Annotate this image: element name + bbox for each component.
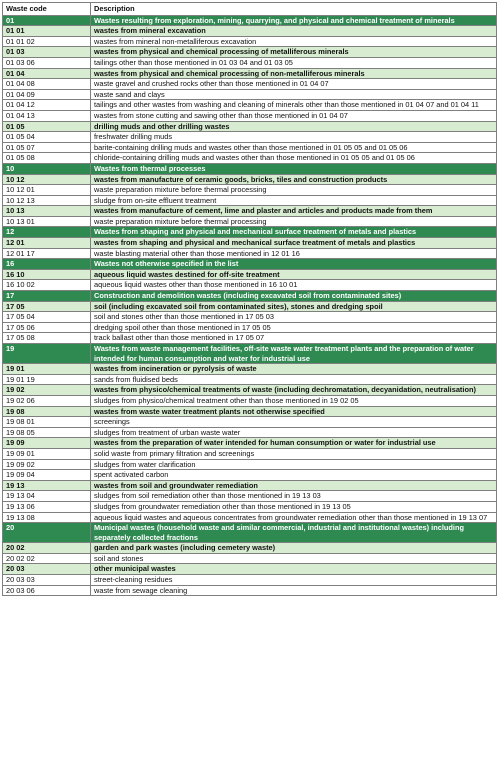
- waste-code-cell: 10 13: [3, 206, 91, 217]
- entry-row: [3, 501, 497, 512]
- entry-row: [3, 89, 497, 100]
- entry-row: [3, 280, 497, 291]
- description-cell: barite-containing drilling muds and wastes other than those mentioned in 01 05 05 and 01 05 06: [91, 142, 497, 153]
- entry-row: [3, 36, 497, 47]
- waste-code-cell: 01 03 06: [3, 57, 91, 68]
- entry-row: [3, 448, 497, 459]
- description-cell: Wastes from thermal processes: [91, 163, 497, 174]
- waste-code-cell: 12 01: [3, 238, 91, 249]
- waste-code-cell: 19 08 01: [3, 417, 91, 428]
- entry-row: [3, 575, 497, 586]
- description-cell: waste sand and clays: [91, 89, 497, 100]
- waste-code-cell: 01 01 02: [3, 36, 91, 47]
- waste-code-table: [2, 2, 497, 596]
- entry-row: [3, 395, 497, 406]
- waste-code-cell: 01: [3, 15, 91, 26]
- entry-row: [3, 322, 497, 333]
- subchapter-row: [3, 438, 497, 449]
- waste-code-table-container: [2, 2, 497, 596]
- entry-row: [3, 374, 497, 385]
- description-cell: wastes from physical and chemical processing of non-metalliferous minerals: [91, 68, 497, 79]
- subchapter-row: [3, 364, 497, 375]
- description-cell: other municipal wastes: [91, 564, 497, 575]
- description-cell: wastes from physico/chemical treatments of waste (including dechromatation, decyanidation, neutralisation): [91, 385, 497, 396]
- description-cell: wastes from mineral excavation: [91, 26, 497, 37]
- description-cell: soil and stones: [91, 553, 497, 564]
- subchapter-row: [3, 480, 497, 491]
- table-body: [3, 15, 497, 596]
- description-cell: wastes from stone cutting and sawing other than those mentioned in 01 04 07: [91, 110, 497, 121]
- waste-code-cell: 19 09 04: [3, 470, 91, 481]
- waste-code-cell: 19 13 06: [3, 501, 91, 512]
- description-cell: screenings: [91, 417, 497, 428]
- entry-row: [3, 79, 497, 90]
- chapter-row: [3, 344, 497, 364]
- header-description: Description: [91, 3, 497, 16]
- waste-code-cell: 19 13 04: [3, 491, 91, 502]
- entry-row: [3, 459, 497, 470]
- subchapter-row: [3, 206, 497, 217]
- waste-code-cell: 19 02 06: [3, 395, 91, 406]
- subchapter-row: [3, 47, 497, 58]
- waste-code-cell: 19 02: [3, 385, 91, 396]
- chapter-row: [3, 163, 497, 174]
- description-cell: sludges from soil remediation other than those mentioned in 19 13 03: [91, 491, 497, 502]
- entry-row: [3, 333, 497, 344]
- description-cell: solid waste from primary filtration and screenings: [91, 448, 497, 459]
- waste-code-cell: 16 10 02: [3, 280, 91, 291]
- description-cell: drilling muds and other drilling wastes: [91, 121, 497, 132]
- waste-code-cell: 01 04 09: [3, 89, 91, 100]
- subchapter-row: [3, 68, 497, 79]
- description-cell: soil and stones other than those mentioned in 17 05 03: [91, 312, 497, 323]
- subchapter-row: [3, 564, 497, 575]
- description-cell: sludges from groundwater remediation other than those mentioned in 19 13 05: [91, 501, 497, 512]
- description-cell: waste preparation mixture before thermal processing: [91, 185, 497, 196]
- description-cell: sands from fluidised beds: [91, 374, 497, 385]
- waste-code-cell: 19 09 02: [3, 459, 91, 470]
- description-cell: sludges from water clarification: [91, 459, 497, 470]
- description-cell: Construction and demolition wastes (including excavated soil from contaminated sites): [91, 291, 497, 302]
- description-cell: wastes from manufacture of ceramic goods, bricks, tiles and construction products: [91, 174, 497, 185]
- entry-row: [3, 216, 497, 227]
- description-cell: aqueous liquid wastes other than those mentioned in 16 10 01: [91, 280, 497, 291]
- waste-code-cell: 19 01: [3, 364, 91, 375]
- waste-code-cell: 10 12 01: [3, 185, 91, 196]
- description-cell: freshwater drilling muds: [91, 132, 497, 143]
- waste-code-cell: 12: [3, 227, 91, 238]
- entry-row: [3, 153, 497, 164]
- waste-code-cell: 01 01: [3, 26, 91, 37]
- description-cell: sludges from physico/chemical treatment other than those mentioned in 19 02 05: [91, 395, 497, 406]
- waste-code-cell: 19 13: [3, 480, 91, 491]
- description-cell: wastes from mineral non-metalliferous excavation: [91, 36, 497, 47]
- waste-code-cell: 01 04: [3, 68, 91, 79]
- description-cell: sludge from on-site effluent treatment: [91, 195, 497, 206]
- waste-code-cell: 01 04 08: [3, 79, 91, 90]
- subchapter-row: [3, 543, 497, 554]
- chapter-row: [3, 259, 497, 270]
- waste-code-cell: 01 05 07: [3, 142, 91, 153]
- description-cell: wastes from waste water treatment plants not otherwise specified: [91, 406, 497, 417]
- description-cell: waste blasting material other than those mentioned in 12 01 16: [91, 248, 497, 259]
- entry-row: [3, 553, 497, 564]
- table-header: [3, 3, 497, 16]
- waste-code-cell: 19 01 19: [3, 374, 91, 385]
- subchapter-row: [3, 301, 497, 312]
- entry-row: [3, 470, 497, 481]
- description-cell: waste preparation mixture before thermal processing: [91, 216, 497, 227]
- description-cell: track ballast other than those mentioned in 17 05 07: [91, 333, 497, 344]
- waste-code-cell: 10: [3, 163, 91, 174]
- description-cell: chloride-containing drilling muds and wastes other than those mentioned in 01 05 05 and 01 05 06: [91, 153, 497, 164]
- description-cell: wastes from soil and groundwater remediation: [91, 480, 497, 491]
- waste-code-cell: 01 04 12: [3, 100, 91, 111]
- description-cell: Municipal wastes (household waste and similar commercial, industrial and institutional wastes) including separately collected fractions: [91, 523, 497, 543]
- subchapter-row: [3, 238, 497, 249]
- waste-code-cell: 19 09 01: [3, 448, 91, 459]
- subchapter-row: [3, 406, 497, 417]
- description-cell: wastes from manufacture of cement, lime and plaster and articles and products made from them: [91, 206, 497, 217]
- description-cell: tailings other than those mentioned in 01 03 04 and 01 03 05: [91, 57, 497, 68]
- waste-code-cell: 10 13 01: [3, 216, 91, 227]
- entry-row: [3, 417, 497, 428]
- waste-code-cell: 17 05 08: [3, 333, 91, 344]
- entry-row: [3, 100, 497, 111]
- waste-code-cell: 19 08: [3, 406, 91, 417]
- entry-row: [3, 142, 497, 153]
- waste-code-cell: 17 05: [3, 301, 91, 312]
- description-cell: garden and park wastes (including cemetery waste): [91, 543, 497, 554]
- waste-code-cell: 20: [3, 523, 91, 543]
- description-cell: wastes from shaping and physical and mechanical surface treatment of metals and plastics: [91, 238, 497, 249]
- description-cell: aqueous liquid wastes and aqueous concentrates from groundwater remediation other than those mentioned in 19 13 07: [91, 512, 497, 523]
- entry-row: [3, 427, 497, 438]
- description-cell: tailings and other wastes from washing and cleaning of minerals other than those mentioned in 01 04 07 and 01 04 11: [91, 100, 497, 111]
- subchapter-row: [3, 121, 497, 132]
- waste-code-cell: 20 03 03: [3, 575, 91, 586]
- subchapter-row: [3, 26, 497, 37]
- description-cell: Wastes from shaping and physical and mechanical surface treatment of metals and plastics: [91, 227, 497, 238]
- header-row: [3, 3, 497, 16]
- chapter-row: [3, 15, 497, 26]
- header-waste-code: Waste code: [3, 3, 91, 16]
- description-cell: wastes from the preparation of water intended for human consumption or water for industrial use: [91, 438, 497, 449]
- chapter-row: [3, 227, 497, 238]
- description-cell: Wastes resulting from exploration, mining, quarrying, and physical and chemical treatment of minerals: [91, 15, 497, 26]
- waste-code-cell: 01 03: [3, 47, 91, 58]
- description-cell: aqueous liquid wastes destined for off-site treatment: [91, 269, 497, 280]
- description-cell: wastes from physical and chemical processing of metalliferous minerals: [91, 47, 497, 58]
- subchapter-row: [3, 385, 497, 396]
- subchapter-row: [3, 174, 497, 185]
- description-cell: waste from sewage cleaning: [91, 585, 497, 596]
- waste-code-cell: 01 05 08: [3, 153, 91, 164]
- waste-code-cell: 10 12: [3, 174, 91, 185]
- waste-code-cell: 01 05 04: [3, 132, 91, 143]
- description-cell: soil (including excavated soil from contaminated sites), stones and dredging spoil: [91, 301, 497, 312]
- entry-row: [3, 185, 497, 196]
- entry-row: [3, 248, 497, 259]
- waste-code-cell: 17 05 04: [3, 312, 91, 323]
- entry-row: [3, 195, 497, 206]
- description-cell: sludges from treatment of urban waste water: [91, 427, 497, 438]
- waste-code-cell: 17: [3, 291, 91, 302]
- waste-code-cell: 19: [3, 344, 91, 364]
- description-cell: spent activated carbon: [91, 470, 497, 481]
- chapter-row: [3, 523, 497, 543]
- entry-row: [3, 512, 497, 523]
- waste-code-cell: 10 12 13: [3, 195, 91, 206]
- waste-code-cell: 20 03: [3, 564, 91, 575]
- waste-code-cell: 19 09: [3, 438, 91, 449]
- waste-code-cell: 16: [3, 259, 91, 270]
- description-cell: waste gravel and crushed rocks other than those mentioned in 01 04 07: [91, 79, 497, 90]
- waste-code-cell: 01 04 13: [3, 110, 91, 121]
- description-cell: street-cleaning residues: [91, 575, 497, 586]
- waste-code-cell: 12 01 17: [3, 248, 91, 259]
- entry-row: [3, 57, 497, 68]
- description-cell: Wastes from waste management facilities, off-site waste water treatment plants and the preparation of water intended for human consumption and water for industrial use: [91, 344, 497, 364]
- entry-row: [3, 491, 497, 502]
- entry-row: [3, 312, 497, 323]
- subchapter-row: [3, 269, 497, 280]
- description-cell: wastes from incineration or pyrolysis of waste: [91, 364, 497, 375]
- entry-row: [3, 132, 497, 143]
- waste-code-cell: 19 08 05: [3, 427, 91, 438]
- waste-code-cell: 20 02: [3, 543, 91, 554]
- waste-code-cell: 01 05: [3, 121, 91, 132]
- waste-code-cell: 20 02 02: [3, 553, 91, 564]
- entry-row: [3, 110, 497, 121]
- description-cell: dredging spoil other than those mentioned in 17 05 05: [91, 322, 497, 333]
- description-cell: Wastes not otherwise specified in the list: [91, 259, 497, 270]
- waste-code-cell: 16 10: [3, 269, 91, 280]
- entry-row: [3, 585, 497, 596]
- waste-code-cell: 19 13 08: [3, 512, 91, 523]
- waste-code-cell: 20 03 06: [3, 585, 91, 596]
- waste-code-cell: 17 05 06: [3, 322, 91, 333]
- chapter-row: [3, 291, 497, 302]
